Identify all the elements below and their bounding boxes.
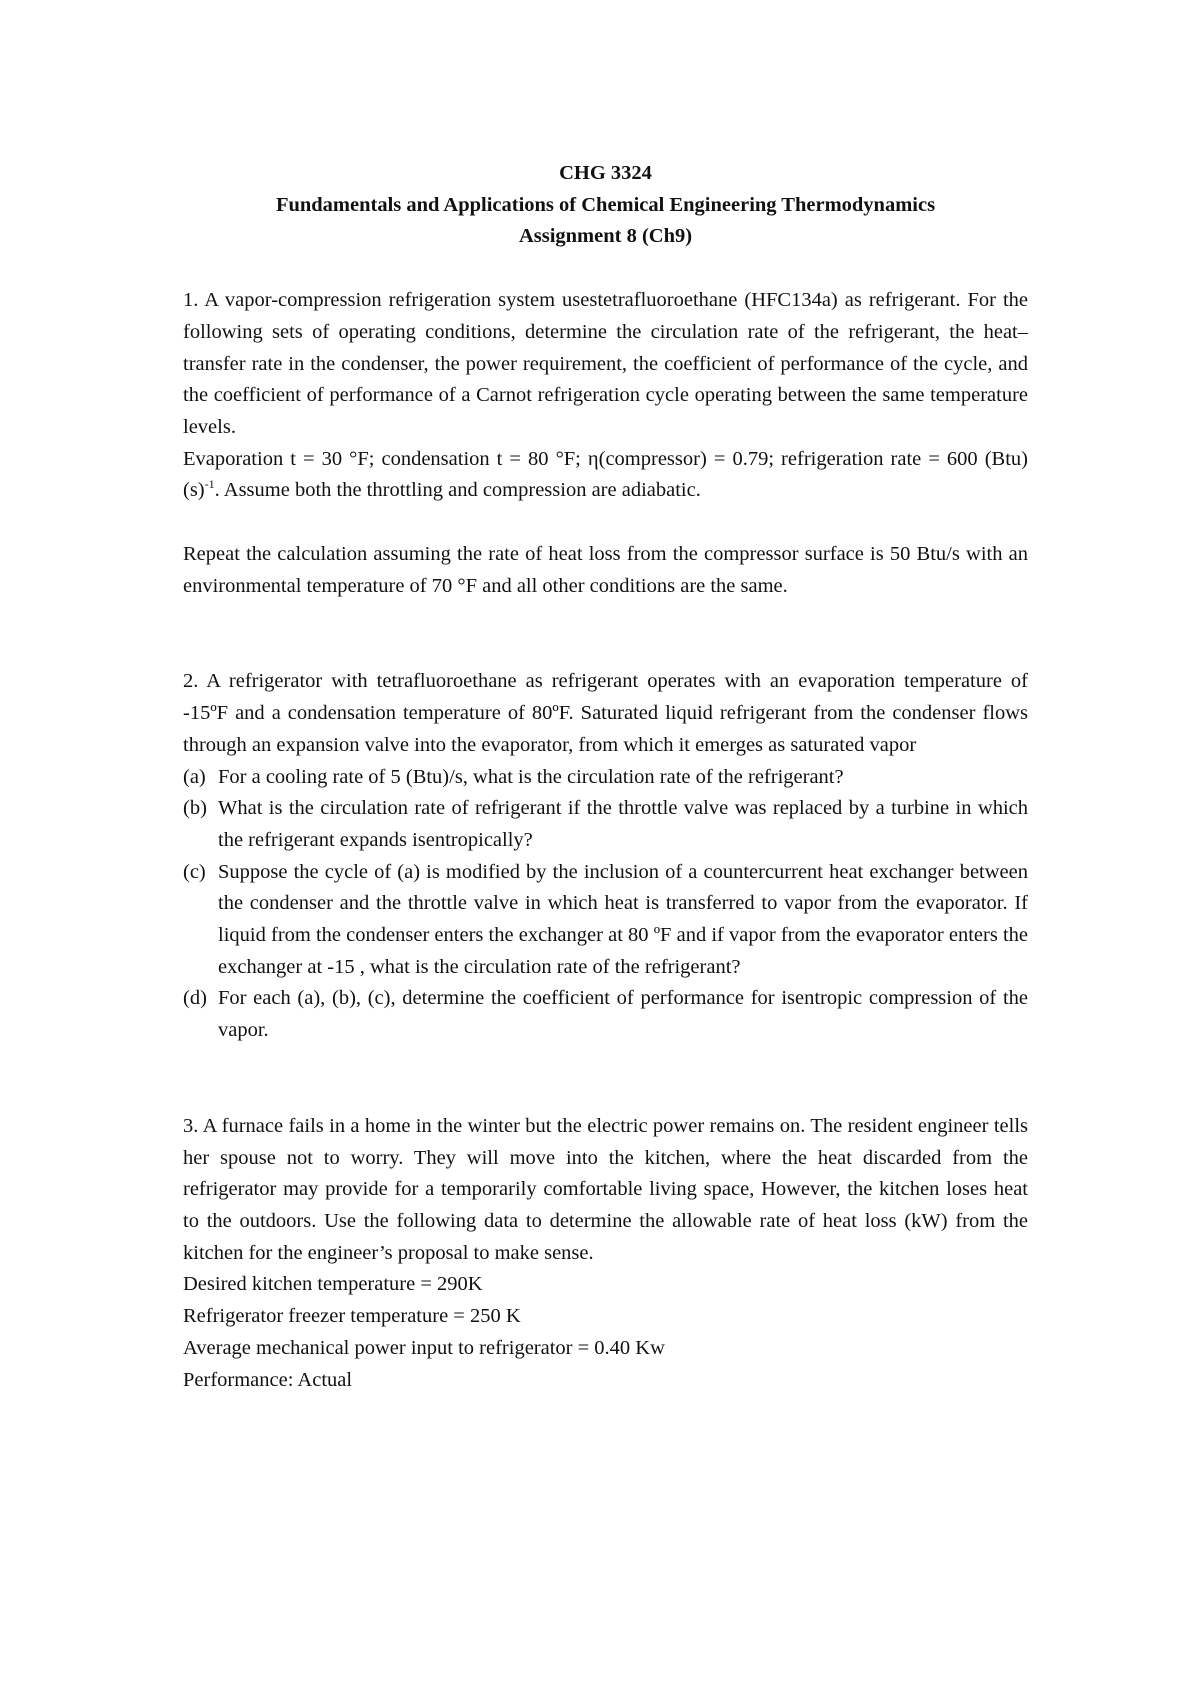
data-line: Desired kitchen temperature = 290K	[183, 1273, 483, 1296]
document-page	[183, 158, 1028, 1396]
part-text: Suppose the cycle of (a) is modified by the inclusion of a countercurrent heat exchanger between the condenser and the throttle valve in which heat is transferred to vapor from the evaporator. If liquid from the condenser enters the exchanger at 80 ºF and if vapor from the evaporator enters the exchanger at -15 , what is the circulation rate of the refrigerant?	[218, 860, 1028, 978]
part-text: What is the circulation rate of refrigerant if the throttle valve was replaced by a turbine in which the refrigerant expands isentropically?	[218, 797, 1028, 851]
exponent: -1	[204, 477, 215, 492]
data-line: Average mechanical power input to refrigerator = 0.40 Kw	[183, 1336, 665, 1359]
question-1: 1. A vapor-compression refrigeration system usestetrafluoroethane (HFC134a) as refrigerant. For the following sets of operating conditions, determine the circulation rate of the refrigerant, the heat–transfer rate in the condenser, the power requirement, the coefficient of performance of the cycle, and the coefficient of performance of a Carnot refrigeration cycle operating between the same temperature levels.	[183, 289, 1028, 438]
part-label: (c)	[183, 860, 206, 883]
data-line: Refrigerator freezer temperature = 250 K	[183, 1305, 521, 1328]
course-title: Fundamentals and Applications of Chemical Engineering Thermodynamics	[275, 193, 936, 216]
part-label: (d)	[183, 987, 207, 1010]
data-line: Performance: Actual	[183, 1368, 353, 1391]
question-2: 2. A refrigerator with tetrafluoroethane as refrigerant operates with an evaporation temperature of -15ºF and a condensation temperature of 80ºF. Saturated liquid refrigerant from the condenser flows through an expansion valve into the evaporator, from which it emerges as saturated vapor	[183, 670, 1028, 756]
part-text: For each (a), (b), (c), determine the coefficient of performance for isentropic compression of the vapor.	[218, 987, 1028, 1042]
conditions-text: Evaporation t = 30 °F; condensation t = 80 °F; η(compressor) = 0.79; refrigeration rate = 600 (Btu)(s)	[183, 447, 1028, 502]
question-2-part-b	[183, 793, 1028, 856]
conditions-tail: . Assume both the throttling and compression are adiabatic.	[214, 479, 701, 502]
part-text: For a cooling rate of 5 (Btu)/s, what is the circulation rate of the refrigerant?	[218, 765, 844, 788]
question-2-part-d	[183, 983, 1028, 1046]
part-label: (a)	[183, 765, 206, 788]
question-1-conditions	[183, 444, 1028, 507]
course-code: CHG 3324	[559, 162, 652, 184]
part-label: (b)	[183, 797, 207, 820]
question-3: 3. A furnace fails in a home in the winter but the electric power remains on. The resident engineer tells her spouse not to worry. They will move into the kitchen, where the heat discarded from the refrigerator may provide for a temporarily comfortable living space, However, the kitchen loses heat to the outdoors. Use the following data to determine the allowable rate of heat loss (kW) from the kitchen for the engineer’s proposal to make sense.	[183, 1114, 1028, 1264]
question-2-part-a	[183, 762, 1028, 794]
question-1-repeat: Repeat the calculation assuming the rate of heat loss from the compressor surface is 50 Btu/s with an environmental temperature of 70 °F and all other conditions are the same.	[183, 543, 1028, 597]
question-2-part-c	[183, 857, 1028, 984]
assignment-title: Assignment 8 (Ch9)	[518, 225, 693, 248]
